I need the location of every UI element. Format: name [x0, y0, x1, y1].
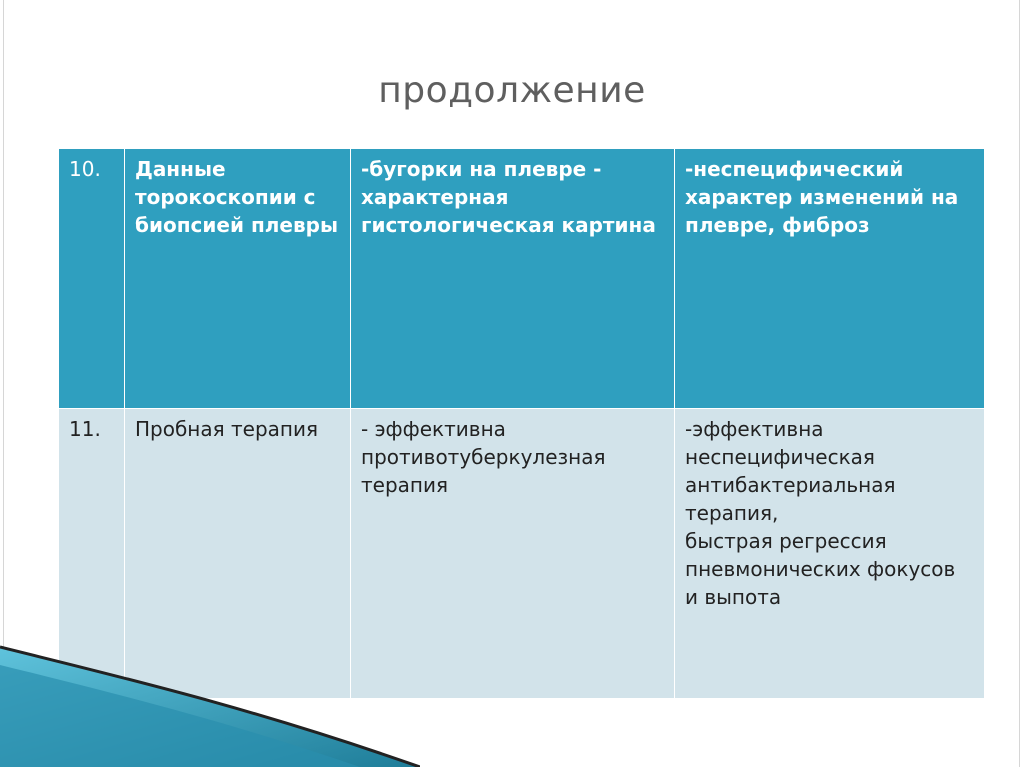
criterion-text: Пробная терапия: [135, 417, 319, 441]
pneumonia-cell: [675, 149, 985, 409]
tuberculosis-text: -бугорки на плевре - характерная гистологическая картина: [361, 157, 656, 237]
pneumonia-text: -неспецифический характер изменений на плевре, фиброз: [685, 157, 959, 237]
slide-title: продолжение: [378, 70, 646, 111]
table-row: [59, 149, 985, 409]
row-number: 10.: [59, 149, 125, 409]
comparison-table: [58, 148, 985, 699]
pneumonia-cell: [675, 409, 985, 699]
decorative-swoosh: [0, 637, 420, 767]
row-number: 11.: [59, 409, 125, 699]
criterion-cell: [125, 149, 351, 409]
tuberculosis-cell: [351, 149, 675, 409]
tuberculosis-text: - эффективна противотуберкулезная терапия: [361, 417, 606, 497]
criterion-text: Данные торокоскопии с биопсией плевры: [135, 157, 339, 237]
pneumonia-text: -эффективна неспецифическая антибактериальная терапия, быстрая регрессия пневмонических фокусов и выпота: [685, 417, 956, 609]
